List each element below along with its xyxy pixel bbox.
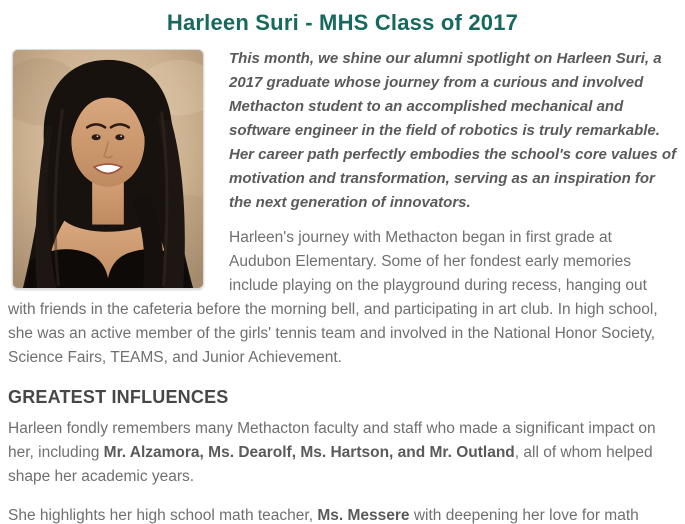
portrait-image	[13, 50, 203, 288]
teacher-text-pre: She highlights her high school math teacher,	[8, 507, 318, 524]
influences-text-post: , all of whom helped shape her academic years.	[8, 444, 653, 485]
teacher-text-post: with deepening her love for math	[409, 507, 639, 524]
influences-heading: GREATEST INFLUENCES	[8, 387, 229, 407]
teacher-name: Ms. Messere	[317, 507, 410, 524]
page-title: Harleen Suri - MHS Class of 2017	[166, 10, 519, 35]
intro-paragraph: This month, we shine our alumni spotlight on Harleen Suri, a 2017 graduate whose journey from a curious and involved Methacton student to an accomplished mechanical and software engineer in the field of robotics is truly remarkable. Her career path perfectly embodies the school's core values of motivation and transformation, serving as an inspiration for the next generation of innovators.	[229, 50, 677, 211]
influences-paragraph	[8, 417, 677, 489]
journey-paragraph: Harleen's journey with Methacton began in first grade at Audubon Elementary. Some of her fondest early memories include playing on the playground during recess, hanging out with friends in the cafeteria before the morning bell, and participating in art club. In high school, she was an active member of the girls' tennis team and involved in the National Honor Society, Science Fairs, TEAMS, and Junior Achievement.	[8, 229, 658, 366]
portrait-photo	[12, 49, 204, 289]
article-body	[0, 47, 685, 524]
influences-text-pre: Harleen fondly remembers many Methacton faculty and staff who made a significant impact on her, including	[8, 420, 656, 461]
teacher-paragraph	[8, 504, 677, 524]
faculty-names: Mr. Alzamora, Ms. Dearolf, Ms. Hartson, and Mr. Outland	[103, 444, 515, 461]
